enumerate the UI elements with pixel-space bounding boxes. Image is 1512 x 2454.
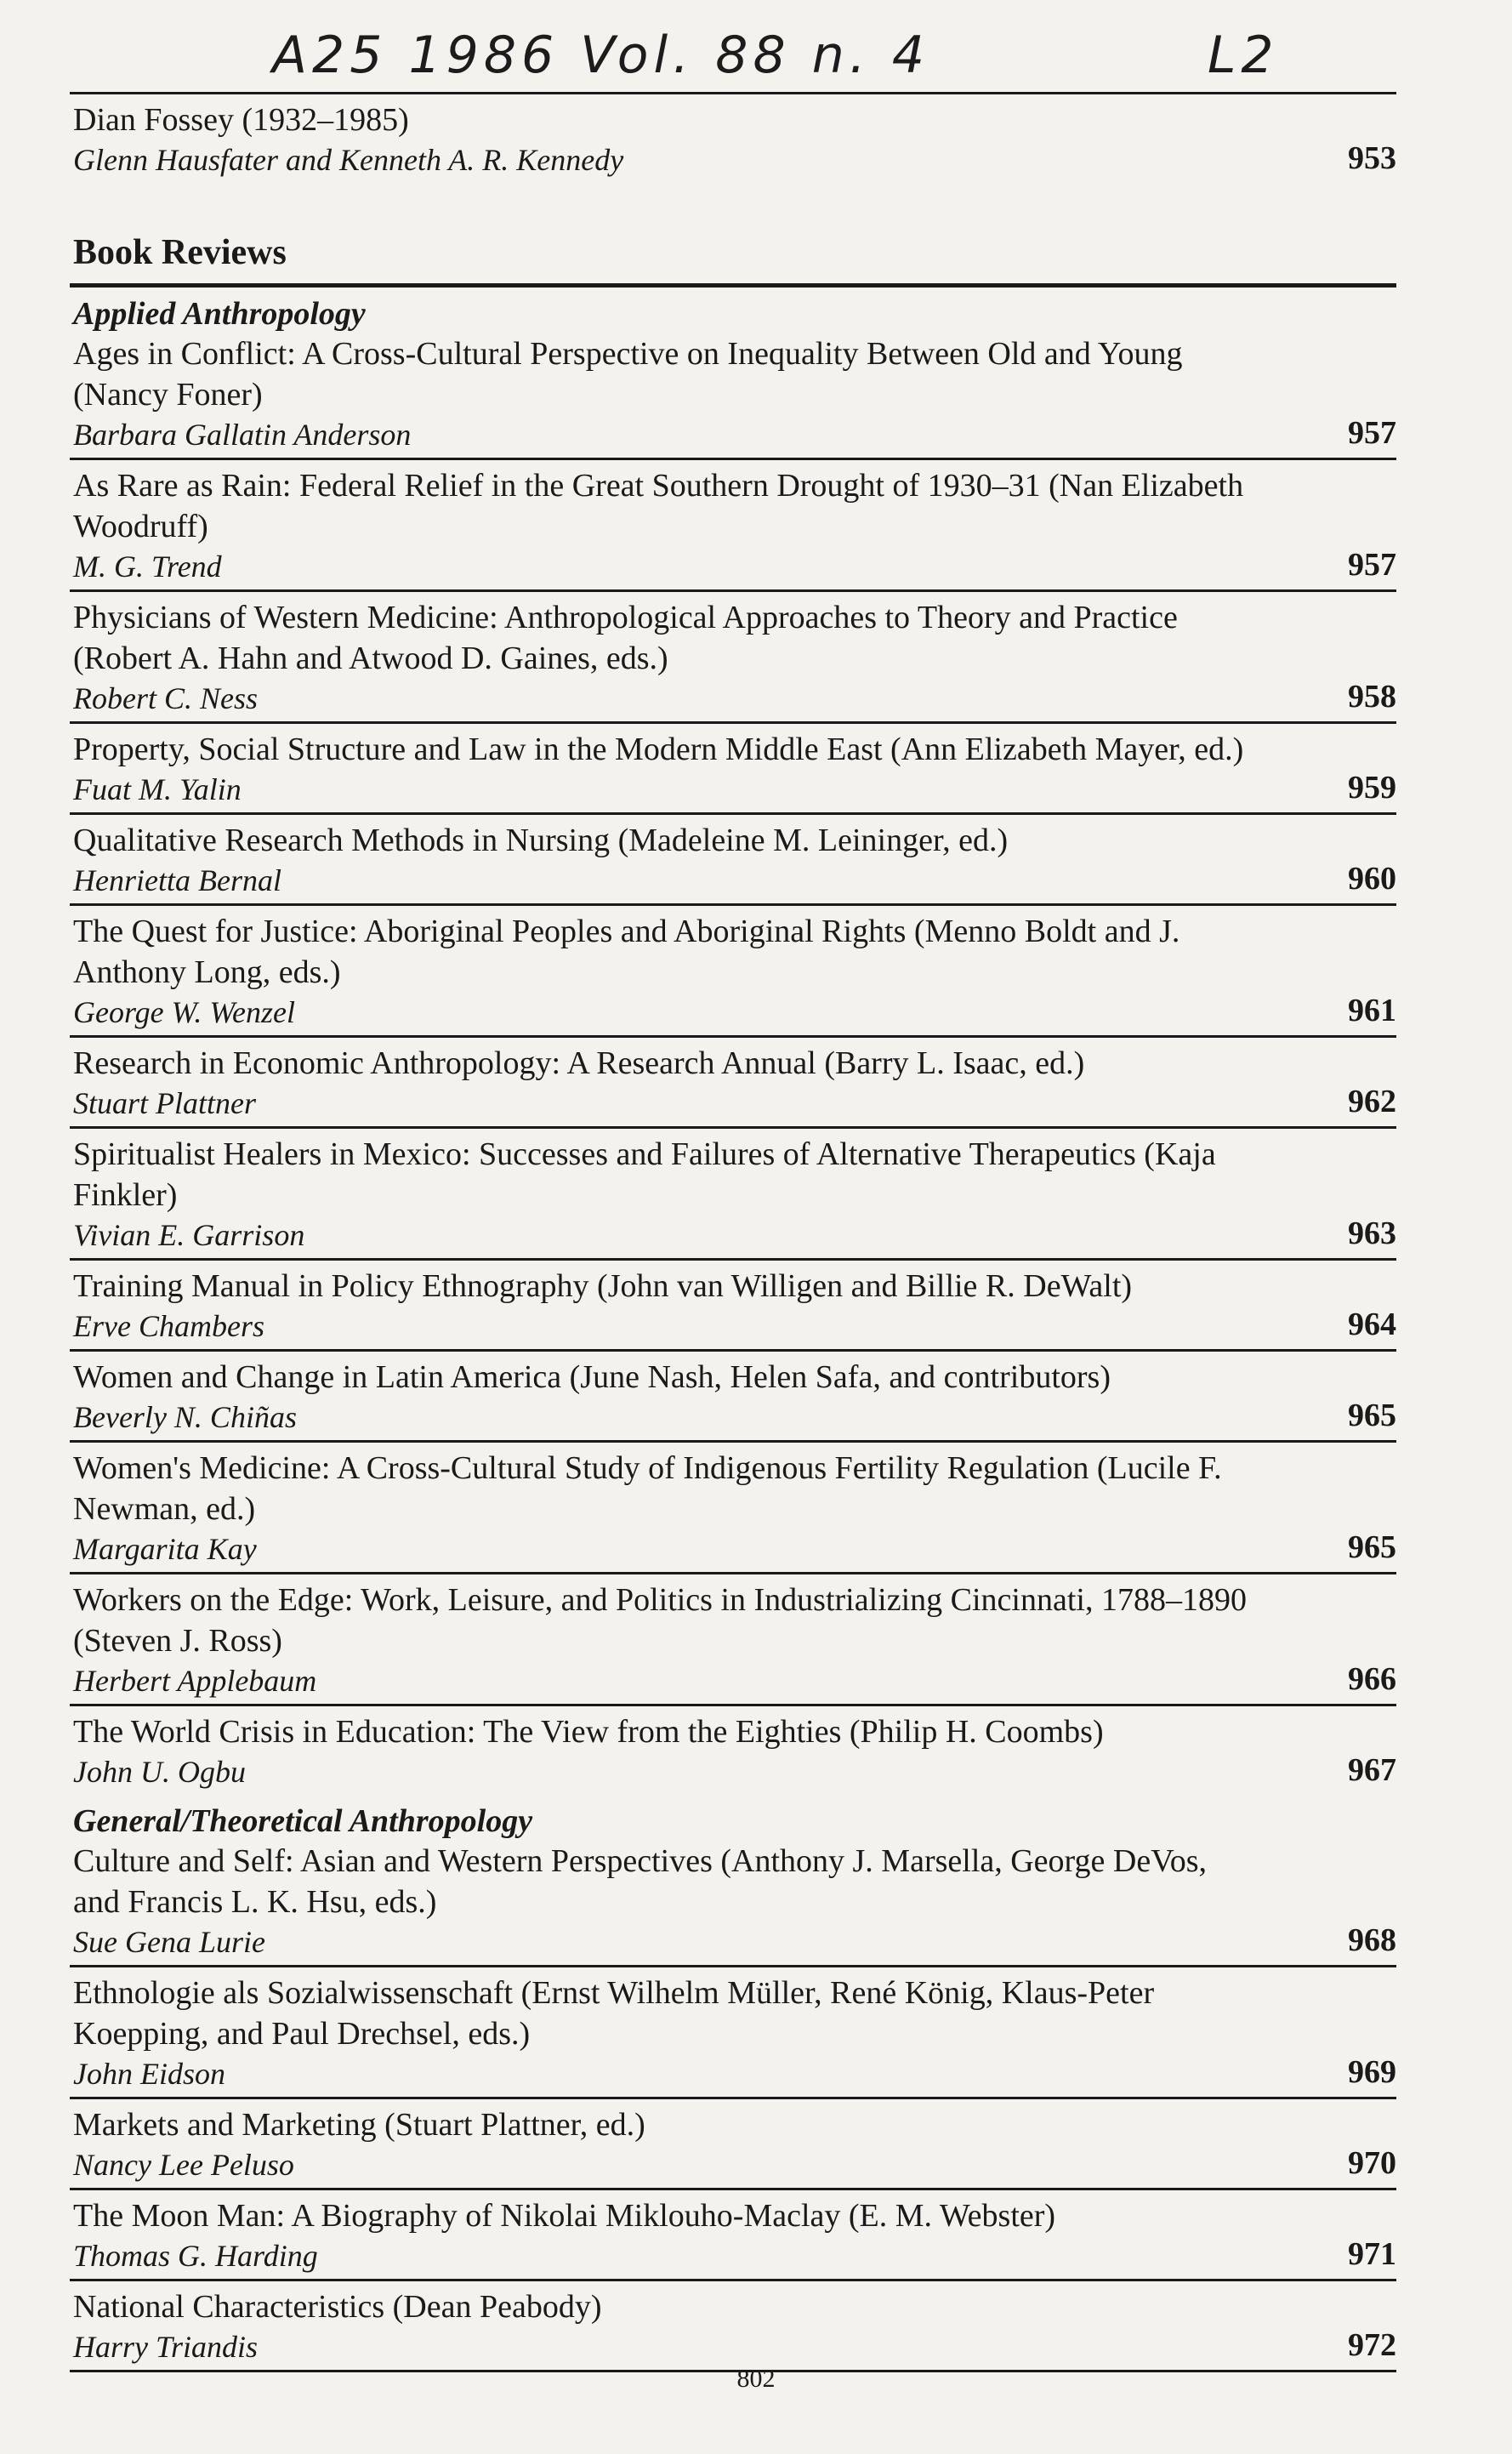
book-title: Training Manual in Policy Ethnography (John van Willigen and Billie R. DeWalt) xyxy=(73,1268,1133,1304)
review-entry xyxy=(70,2281,1396,2370)
reviewer-name: Fuat M. Yalin xyxy=(73,772,242,806)
contents-page xyxy=(70,92,1396,2372)
review-entry xyxy=(70,1443,1396,1572)
review-entry xyxy=(70,460,1396,589)
page-ref: 967 xyxy=(1348,1752,1396,1788)
page-ref: 953 xyxy=(1348,140,1396,176)
page-ref: 957 xyxy=(1348,415,1396,451)
article-title: Dian Fossey (1932–1985) xyxy=(73,102,409,138)
page-ref: 971 xyxy=(1348,2236,1396,2272)
page-ref: 968 xyxy=(1348,1922,1396,1958)
book-title: Physicians of Western Medicine: Anthropological Approaches to Theory and Practice (Robert A. Hahn and Atwood D. Gaines, eds.) xyxy=(73,600,1178,676)
review-entry xyxy=(70,1129,1396,1258)
review-entry xyxy=(70,1706,1396,1795)
book-title: The Moon Man: A Biography of Nikolai Miklouho-Maclay (E. M. Webster) xyxy=(73,2198,1056,2234)
book-title: Culture and Self: Asian and Western Perspectives (Anthony J. Marsella, George DeVos, and Francis L. K. Hsu, eds.) xyxy=(73,1843,1208,1920)
review-entry xyxy=(70,2190,1396,2279)
book-title: The Quest for Justice: Aboriginal Peoples and Aboriginal Rights (Menno Boldt and J. Anthony Long, eds.) xyxy=(73,914,1180,990)
book-title: Markets and Marketing (Stuart Plattner, ed.) xyxy=(73,2107,645,2143)
reviewer-name: Erve Chambers xyxy=(73,1309,264,1343)
reviewer-name: John U. Ogbu xyxy=(73,1755,246,1789)
page-ref: 972 xyxy=(1348,2327,1396,2363)
book-title: Women and Change in Latin America (June Nash, Helen Safa, and contributors) xyxy=(73,1359,1111,1395)
page-ref: 960 xyxy=(1348,861,1396,897)
review-entry xyxy=(70,1038,1396,1126)
reviewer-name: Sue Gena Lurie xyxy=(73,1925,265,1959)
reviewer-name: Stuart Plattner xyxy=(73,1086,256,1120)
page-ref: 961 xyxy=(1348,993,1396,1028)
book-title: Workers on the Edge: Work, Leisure, and Politics in Industrializing Cincinnati, 1788–1890 (Steven J. Ross) xyxy=(73,1582,1247,1659)
page-ref: 958 xyxy=(1348,679,1396,715)
book-title: Qualitative Research Methods in Nursing (Madeleine M. Leininger, ed.) xyxy=(73,823,1009,858)
review-entry xyxy=(70,2099,1396,2188)
review-entry xyxy=(70,1841,1396,1965)
page-ref: 965 xyxy=(1348,1398,1396,1433)
book-title: Spiritualist Healers in Mexico: Successes and Failures of Alternative Therapeutics (Kaja Finkler) xyxy=(73,1136,1216,1213)
article-entry xyxy=(70,94,1396,183)
page-ref: 966 xyxy=(1348,1661,1396,1697)
page-number: 802 xyxy=(736,2365,776,2393)
reviewer-name: Herbert Applebaum xyxy=(73,1664,317,1698)
review-entry xyxy=(70,1574,1396,1704)
review-entry xyxy=(70,724,1396,812)
reviewer-name: Barbara Gallatin Anderson xyxy=(73,418,412,452)
review-entry xyxy=(70,592,1396,721)
book-title: Research in Economic Anthropology: A Research Annual (Barry L. Isaac, ed.) xyxy=(73,1045,1085,1081)
book-title: Ethnologie als Sozialwissenschaft (Ernst Wilhelm Müller, René König, Klaus-Peter Koepping, and Paul Drechsel, eds.) xyxy=(73,1975,1155,2052)
page-ref: 965 xyxy=(1348,1529,1396,1565)
review-entry xyxy=(70,1261,1396,1349)
review-entry xyxy=(70,815,1396,903)
reviewer-name: M. G. Trend xyxy=(73,549,222,584)
reviewer-name: Margarita Kay xyxy=(73,1532,257,1566)
reviewer-name: John Eidson xyxy=(73,2057,225,2091)
page-ref: 957 xyxy=(1348,547,1396,583)
reviewer-name: Henrietta Bernal xyxy=(73,863,281,897)
book-title: National Characteristics (Dean Peabody) xyxy=(73,2289,602,2325)
review-entry xyxy=(70,906,1396,1035)
handwritten-call-number xyxy=(272,26,1378,94)
review-entry xyxy=(70,333,1396,458)
review-entry xyxy=(70,1967,1396,2097)
handwritten-volume-note: A25 1986 Vol. 88 n. 4 xyxy=(272,26,930,85)
page-ref: 959 xyxy=(1348,770,1396,806)
page-ref: 962 xyxy=(1348,1084,1396,1119)
reviewer-name: Vivian E. Garrison xyxy=(73,1218,305,1252)
reviewer-name: Robert C. Ness xyxy=(73,681,259,715)
review-entry xyxy=(70,1352,1396,1440)
page-ref: 964 xyxy=(1348,1307,1396,1342)
category-heading: General/Theoretical Anthropology xyxy=(73,1803,533,1839)
review-categories xyxy=(70,288,1396,2372)
page-ref: 969 xyxy=(1348,2054,1396,2090)
page-ref: 963 xyxy=(1348,1216,1396,1251)
article-authors: Glenn Hausfater and Kenneth A. R. Kennedy xyxy=(73,143,624,177)
book-title: Property, Social Structure and Law in the Modern Middle East (Ann Elizabeth Mayer, ed.) xyxy=(73,732,1244,767)
reviewer-name: Thomas G. Harding xyxy=(73,2239,318,2273)
reviewer-name: Beverly N. Chiñas xyxy=(73,1400,297,1434)
reviewer-name: George W. Wenzel xyxy=(73,995,295,1029)
page-ref: 970 xyxy=(1348,2145,1396,2181)
book-title: Women's Medicine: A Cross-Cultural Study of Indigenous Fertility Regulation (Lucile F. Newman, ed.) xyxy=(73,1450,1222,1527)
category-heading: Applied Anthropology xyxy=(73,296,366,332)
reviewer-name: Harry Triandis xyxy=(73,2330,259,2364)
section-title: Book Reviews xyxy=(73,233,287,272)
book-title: As Rare as Rain: Federal Relief in the Great Southern Drought of 1930–31 (Nan Elizabeth Woodruff) xyxy=(73,468,1244,544)
book-title: Ages in Conflict: A Cross-Cultural Perspective on Inequality Between Old and Young (Nancy Foner) xyxy=(73,336,1183,413)
book-title: The World Crisis in Education: The View from the Eighties (Philip H. Coombs) xyxy=(73,1714,1104,1750)
handwritten-code: L2 xyxy=(1208,26,1279,85)
reviewer-name: Nancy Lee Peluso xyxy=(73,2148,294,2182)
